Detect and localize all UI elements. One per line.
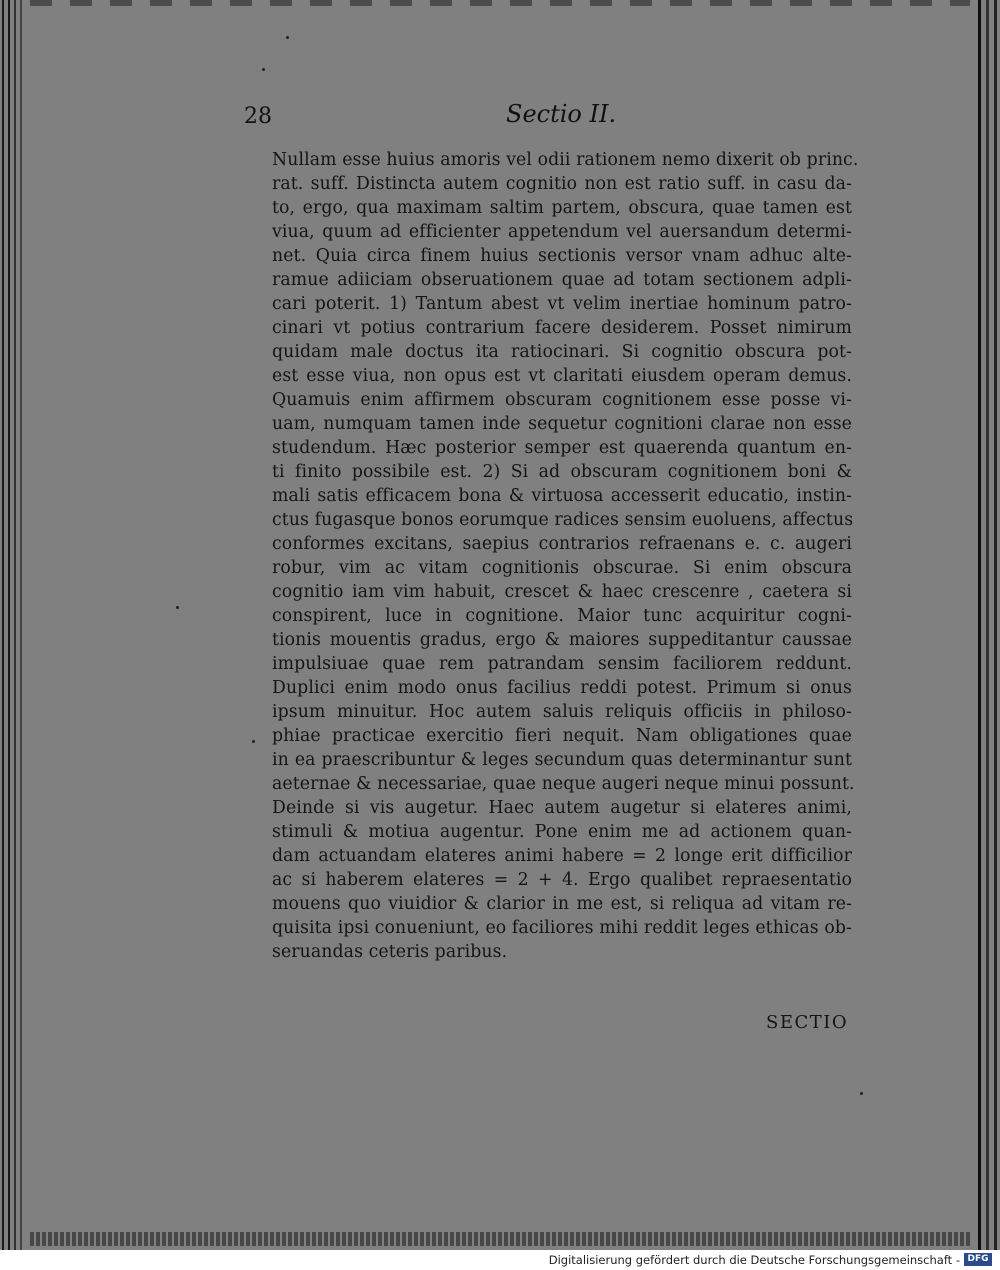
text-line: uam, numquam tamen inde sequetur cognitioni clarae non esse — [272, 414, 852, 434]
text-line: to, ergo, qua maximam saltim partem, obscura, quae tamen est — [272, 198, 852, 218]
text-line: ramue adiiciam obseruationem quae ad totam sectionem adpli- — [272, 270, 852, 290]
dfg-logo: DFG — [964, 1253, 992, 1266]
text-line: Deinde si vis augetur. Haec autem augetur si elateres animi, — [272, 798, 852, 818]
page-number: 28 — [244, 104, 272, 129]
text-line: rat. suff. Distincta autem cognitio non est ratio suff. in casu da- — [272, 174, 852, 194]
running-head: Sectio II. — [506, 100, 617, 128]
text-line: robur, vim ac vitam cognitionis obscurae. Si enim obscura — [272, 558, 852, 578]
text-line: ti finito possibile est. 2) Si ad obscuram cognitionem boni & — [272, 462, 852, 482]
text-line: mali satis efficacem bona & virtuosa accesserit educatio, instin- — [272, 486, 852, 506]
bottom-page-edge — [30, 1232, 970, 1246]
text-line: ipsum minuitur. Hoc autem saluis reliquis officiis in philoso- — [272, 702, 852, 722]
footer — [0, 1250, 1000, 1270]
text-line: tionis mouentis gradus, ergo & maiores suppeditantur caussae — [272, 630, 852, 650]
text-line: quidam male doctus ita ratiocinari. Si cognitio obscura pot- — [272, 342, 852, 362]
text-line: dam actuandam elateres animi habere = 2 longe erit difficilior — [272, 846, 852, 866]
text-line: impulsiuae quae rem patrandam sensim faciliorem reddunt. — [272, 654, 852, 674]
text-line: Duplici enim modo onus facilius reddi potest. Primum si onus — [272, 678, 852, 698]
text-line: conspirent, luce in cognitione. Maior tunc acquiritur cogni- — [272, 606, 852, 626]
text-line: studendum. Hæc posterior semper est quaerenda quantum en- — [272, 438, 852, 458]
text-line: stimuli & motiua augentur. Pone enim me ad actionem quan- — [272, 822, 852, 842]
text-line: quisita ipsi conueniunt, eo faciliores mihi reddit leges ethicas ob- — [272, 918, 852, 938]
text-line: Quamuis enim affirmem obscuram cognitionem esse posse vi- — [272, 390, 852, 410]
top-page-edge — [30, 0, 970, 6]
text-line: mouens quo viuidior & clarior in me est, si reliqua ad vitam re- — [272, 894, 852, 914]
text-line: Nullam esse huius amoris vel odii rationem nemo dixerit ob princ. — [272, 150, 859, 170]
text-line: seruandas ceteris paribus. — [272, 942, 508, 962]
text-line: cari poterit. 1) Tantum abest vt velim inertiae hominum patro- — [272, 294, 852, 314]
text-line: est esse viua, non opus est vt claritati eiusdem operam demus. — [272, 366, 852, 386]
text-line: phiae practicae exercitio fieri nequit. Nam obligationes quae — [272, 726, 852, 746]
page-header — [244, 100, 864, 140]
text-line: net. Quia circa finem huius sectionis versor vnam adhuc alte- — [272, 246, 852, 266]
text-line: in ea praescribuntur & leges secundum quas determinantur sunt — [272, 750, 852, 770]
footer-credit: Digitalisierung gefördert durch die Deutsche Forschungsgemeinschaft - — [548, 1253, 960, 1267]
catchword: SECTIO — [766, 1012, 849, 1033]
text-line: ac si haberem elateres = 2 + 4. Ergo qualibet repraesentatio — [272, 870, 852, 890]
right-page-edge — [972, 0, 1000, 1250]
text-line: viua, quum ad efficienter appetendum vel auersandum determi- — [272, 222, 852, 242]
text-line: cognitio iam vim habuit, crescet & haec crescenre , caetera si — [272, 582, 852, 602]
text-line: ctus fugasque bonos eorumque radices sensim euoluens, affectus — [272, 510, 854, 530]
text-line: aeternae & necessariae, quae neque augeri neque minui possunt. — [272, 774, 855, 794]
text-line: cinari vt potius contrarium facere desiderem. Posset nimirum — [272, 318, 852, 338]
body-text — [272, 148, 859, 964]
binding-edge — [0, 0, 30, 1250]
text-line: conformes excitans, saepius contrarios refraenans e. c. augeri — [272, 534, 852, 554]
